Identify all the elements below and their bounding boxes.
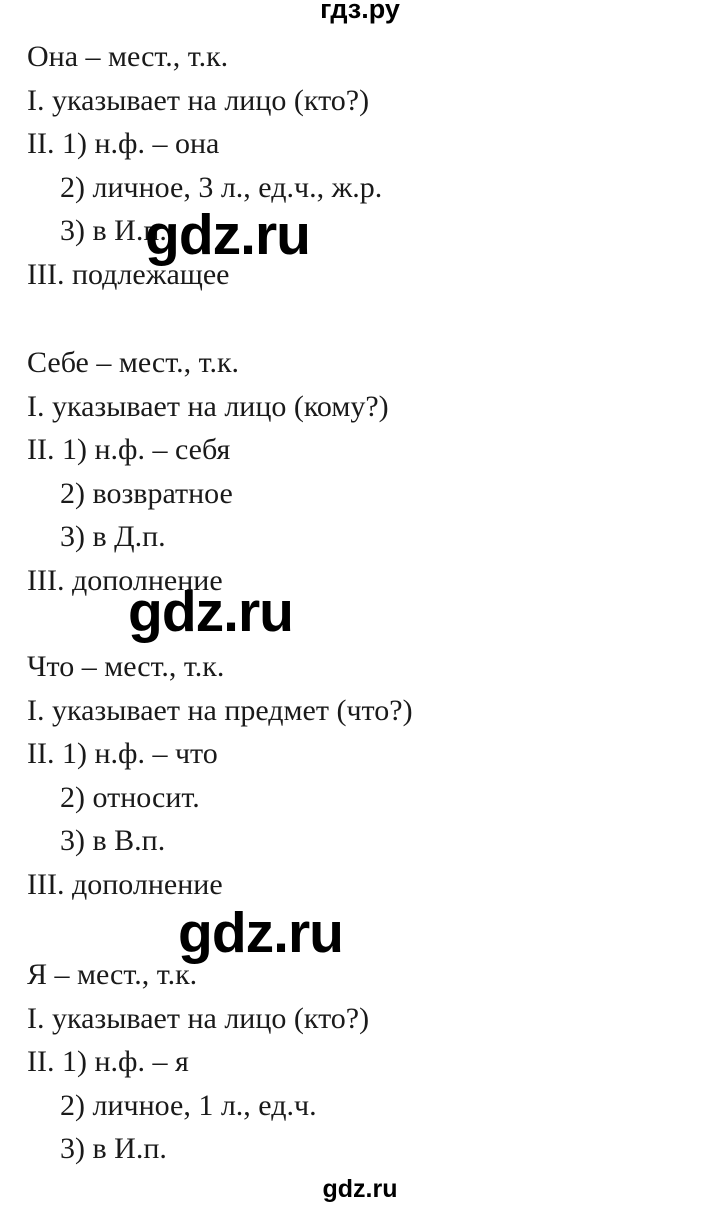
pronoun-analysis-section-себе [27, 341, 389, 602]
text-line: Себе – мест., т.к. [27, 346, 240, 379]
text-line: III. дополнение [27, 563, 223, 597]
site-logo-footer: gdz.ru [322, 1175, 398, 1203]
text-line: 3) в В.п. [60, 824, 166, 857]
text-line: 3) в И.п. [60, 214, 167, 247]
text-line: I. указывает на лицо (кому?) [27, 389, 389, 423]
pronoun-analysis-section-что [27, 645, 413, 906]
text-line: I. указывает на лицо (кто?) [27, 83, 370, 117]
text-line: III. дополнение [27, 867, 223, 901]
text-line: Я – мест., т.к. [27, 958, 198, 991]
site-logo-header: гдз.ру [320, 0, 400, 24]
text-line: Что – мест., т.к. [27, 650, 225, 683]
pronoun-analysis-section-я [27, 953, 369, 1171]
text-line: 2) относит. [60, 780, 200, 814]
text-line: II. 1) н.ф. – себя [27, 433, 231, 466]
text-line: II. 1) н.ф. – она [27, 127, 220, 160]
text-line: II. 1) н.ф. – я [27, 1045, 189, 1078]
text-line: 3) в Д.п. [60, 520, 166, 553]
text-line: 3) в И.п. [60, 1132, 167, 1165]
text-line: Она – мест., т.к. [27, 40, 229, 73]
text-line: 2) возвратное [60, 476, 233, 510]
text-line: I. указывает на лицо (кто?) [27, 1001, 370, 1035]
text-line: III. подлежащее [27, 257, 230, 291]
text-line: 2) личное, 3 л., ед.ч., ж.р. [60, 170, 383, 204]
gdz-watermark: gdz.ru [145, 203, 310, 267]
gdz-watermark: gdz.ru [178, 901, 343, 965]
gdz-watermark: gdz.ru [128, 580, 293, 644]
text-line: I. указывает на предмет (что?) [27, 693, 413, 727]
text-line: II. 1) н.ф. – что [27, 737, 218, 770]
text-line: 2) личное, 1 л., ед.ч. [60, 1088, 317, 1122]
